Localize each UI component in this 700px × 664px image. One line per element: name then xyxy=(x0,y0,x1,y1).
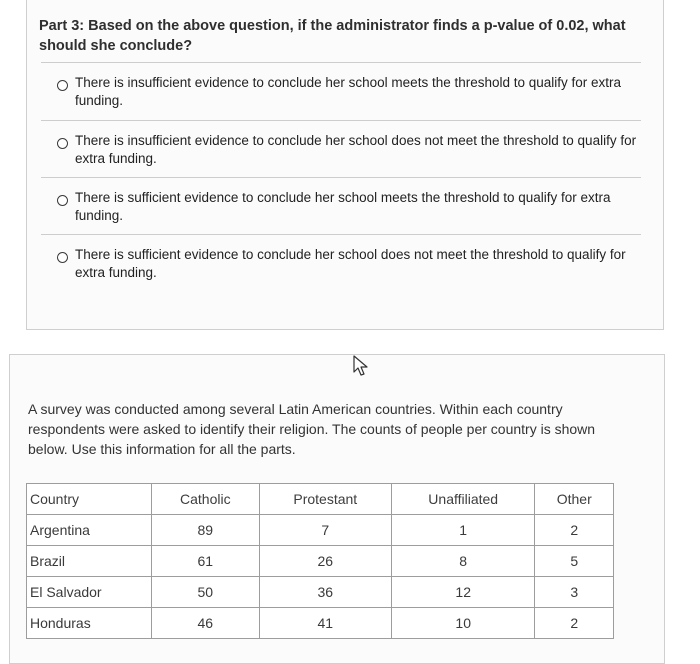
column-header: Country xyxy=(27,484,152,515)
country-cell: El Salvador xyxy=(27,577,152,608)
count-cell: 50 xyxy=(152,577,260,608)
count-cell: 10 xyxy=(391,608,535,639)
question-text: Part 3: Based on the above question, if the administrator finds a p-value of 0.02, what should she conclude? xyxy=(39,18,626,54)
count-cell: 26 xyxy=(259,546,391,577)
answer-option-label[interactable]: There is sufficient evidence to conclude her school does not meet the threshold to qualify for extra funding. xyxy=(75,247,626,280)
table-row xyxy=(27,608,614,639)
count-cell: 2 xyxy=(535,608,614,639)
count-cell: 36 xyxy=(259,577,391,608)
question-panel xyxy=(26,0,664,330)
count-cell: 61 xyxy=(152,546,260,577)
column-header: Unaffiliated xyxy=(391,484,535,515)
table-row xyxy=(27,515,614,546)
country-cell: Brazil xyxy=(27,546,152,577)
column-header: Catholic xyxy=(152,484,260,515)
count-cell: 5 xyxy=(535,546,614,577)
table-header-row xyxy=(27,484,614,515)
country-cell: Argentina xyxy=(27,515,152,546)
mouse-pointer-icon xyxy=(352,355,370,377)
answer-option-label[interactable]: There is insufficient evidence to conclude her school meets the threshold to qualify for extra funding. xyxy=(75,75,622,108)
radio-button[interactable] xyxy=(57,252,68,263)
count-cell: 2 xyxy=(535,515,614,546)
count-cell: 7 xyxy=(259,515,391,546)
divider xyxy=(41,62,641,63)
table-row xyxy=(27,546,614,577)
table-row xyxy=(27,577,614,608)
count-cell: 41 xyxy=(259,608,391,639)
religion-count-table xyxy=(26,483,614,639)
count-cell: 3 xyxy=(535,577,614,608)
radio-button[interactable] xyxy=(57,138,68,149)
divider xyxy=(41,234,641,235)
divider xyxy=(41,120,641,121)
count-cell: 89 xyxy=(152,515,260,546)
survey-intro: A survey was conducted among several Latin American countries. Within each country respondents were asked to identify their religion. The counts of people per country is shown below. Use this information for all the parts. xyxy=(28,401,596,457)
count-cell: 46 xyxy=(152,608,260,639)
answer-option-label[interactable]: There is insufficient evidence to conclude her school does not meet the threshold to qualify for extra funding. xyxy=(75,133,637,166)
count-cell: 12 xyxy=(391,577,535,608)
column-header: Other xyxy=(535,484,614,515)
radio-button[interactable] xyxy=(57,80,68,91)
column-header: Protestant xyxy=(259,484,391,515)
radio-button[interactable] xyxy=(57,195,68,206)
country-cell: Honduras xyxy=(27,608,152,639)
count-cell: 8 xyxy=(391,546,535,577)
answer-option-label[interactable]: There is sufficient evidence to conclude her school meets the threshold to qualify for extra funding. xyxy=(75,190,611,223)
divider xyxy=(41,177,641,178)
survey-panel xyxy=(9,354,665,664)
count-cell: 1 xyxy=(391,515,535,546)
